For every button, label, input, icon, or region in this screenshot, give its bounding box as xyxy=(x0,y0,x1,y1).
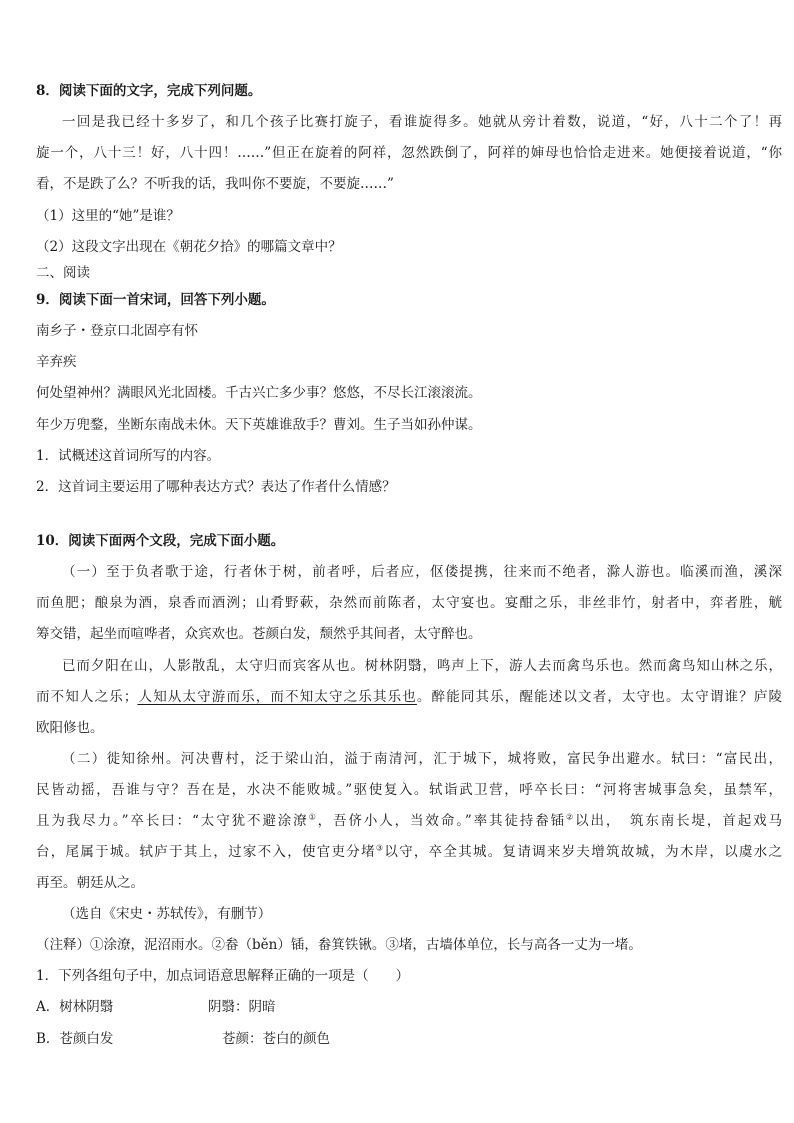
poem-title: 南乡子・登京口北固亭有怀 xyxy=(36,323,198,339)
passage-1-line-2: 而鱼肥；酿泉为酒，泉香而酒洌；山肴野蔌，杂然而前陈者，太守宴也。宴酣之乐，非丝非竹，射者中，弈者胜，觥 xyxy=(36,595,782,611)
poem-line-1: 何处望神州？满眼风光北固楼。千古兴亡多少事？悠悠，不尽长江滚滚流。 xyxy=(36,385,482,401)
q8-passage-line-3: 看，不是跌了么？不听我的话，我叫你不要旋，不要旋……” xyxy=(36,176,394,192)
passage-2-line-3-b: ，吾侪小人，当效命。”率其徒持畚锸 xyxy=(317,813,567,829)
passage-2-line-5: 再至。朝廷从之。 xyxy=(36,875,144,891)
section-heading-reading: 二、阅读 xyxy=(36,265,90,281)
footnote-marker-2: ② xyxy=(566,812,576,822)
passage-1-line-4: 已而夕阳在山，人影散乱，太守归而宾客从也。树林阴翳，鸣声上下，游人去而禽鸟乐也。然而禽鸟知山林之乐， xyxy=(62,658,782,674)
annotation-notes: （注释）①涂潦，泥沼雨水。②畚（běn）锸，畚箕铁锹。③堵，古墙体单位，长与高各一丈为一堵。 xyxy=(36,937,642,953)
q8-subquestion-1: （1）这里的“她”是谁？ xyxy=(36,208,180,224)
question-9-title: 9．阅读下面一首宋词，回答下列小题。 xyxy=(36,292,275,308)
passage-1-line-3: 筹交错，起坐而喧哗者，众宾欢也。苍颜白发，颓然乎其间者，太守醉也。 xyxy=(36,626,482,642)
passage-2-line-3-a: 且为我尽力。”卒长曰：“太守犹不避涂潦 xyxy=(36,813,309,829)
q10-subquestion-1: 1．下列各组句子中，加点词语意思解释正确的一项是（ ） xyxy=(36,968,410,984)
passage-2-line-3 xyxy=(36,812,782,830)
passage-1-line-6: 欧阳修也。 xyxy=(36,720,104,736)
passage-2-line-4 xyxy=(36,843,782,861)
q8-subquestion-2: （2）这段文字出现在《朝花夕拾》的哪篇文章中？ xyxy=(36,239,342,255)
q9-subquestion-2: 2．这首词主要运用了哪种表达方式？表达了作者什么情感？ xyxy=(36,479,396,495)
q8-passage-line-2: 旋一个，八十三！好，八十四！……”但正在旋着的阿祥，忽然跌倒了，阿祥的婶母也恰恰走进来。她便接着说道，“你 xyxy=(36,145,782,161)
underlined-sentence: 人知从太守游而乐，而不知太守之乐其乐也 xyxy=(137,689,417,705)
footnote-marker-1: ① xyxy=(308,812,318,822)
passage-1-line-5-pre: 而不知人之乐； xyxy=(36,689,138,705)
passage-2-line-2: 民皆动摇，吾谁与守？吾在是，水决不能败城。”驱使复入。轼诣武卫营，呼卒长曰：“河将害城事急矣，虽禁军， xyxy=(36,782,782,798)
q9-subquestion-1: 1．试概述这首词所写的内容。 xyxy=(36,448,221,464)
option-b-gloss: 苍颜：苍白的颜色 xyxy=(222,1031,330,1047)
option-a-label: A．树林阴翳 xyxy=(36,999,114,1015)
poem-line-2: 年少万兜鍪，坐断东南战未休。天下英雄谁敌手？曹刘。生子当如孙仲谋。 xyxy=(36,417,482,433)
passage-1-line-1: （一）至于负者歌于途，行者休于树，前者呼，后者应，伛偻提携，往来而不绝者，滁人游也。临溪而渔，溪深 xyxy=(62,564,782,580)
passage-1-line-5-post: 。醉能同其乐，醒能述以文者，太守也。太守谓谁？庐陵 xyxy=(416,689,783,705)
passage-2-line-4-a: 台，尾属于城。轼庐于其上，过家不入，使官吏分堵 xyxy=(36,844,376,860)
passage-2-line-3-c: 以出， 筑东南长堤，首起戏马 xyxy=(575,813,783,829)
question-8-title: 8．阅读下面的文字，完成下列问题。 xyxy=(36,83,262,99)
passage-1-line-5 xyxy=(36,688,782,706)
footnote-marker-3: ③ xyxy=(375,843,385,853)
source-citation: （选自《宋史・苏轼传》，有删节） xyxy=(62,906,272,922)
question-10-title: 10．阅读下面两个文段，完成下面小题。 xyxy=(36,533,285,549)
passage-2-line-4-b: 以守，卒全其城。复请调来岁夫增筑故城，为木岸，以虞水之 xyxy=(384,844,783,860)
poem-author: 辛弃疾 xyxy=(36,354,77,370)
passage-2-line-1: （二）徙知徐州。河决曹村，泛于梁山泊，溢于南清河，汇于城下，城将败，富民争出避水。轼曰：“富民出， xyxy=(62,751,782,767)
option-a-gloss: 阴翳：阴暗 xyxy=(208,999,276,1015)
option-b-label: B．苍颜白发 xyxy=(36,1031,114,1047)
q8-passage-line-1: 一回是我已经十多岁了，和几个孩子比赛打旋子，看谁旋得多。她就从旁计着数，说道，“好，八十二个了！再 xyxy=(62,114,782,130)
